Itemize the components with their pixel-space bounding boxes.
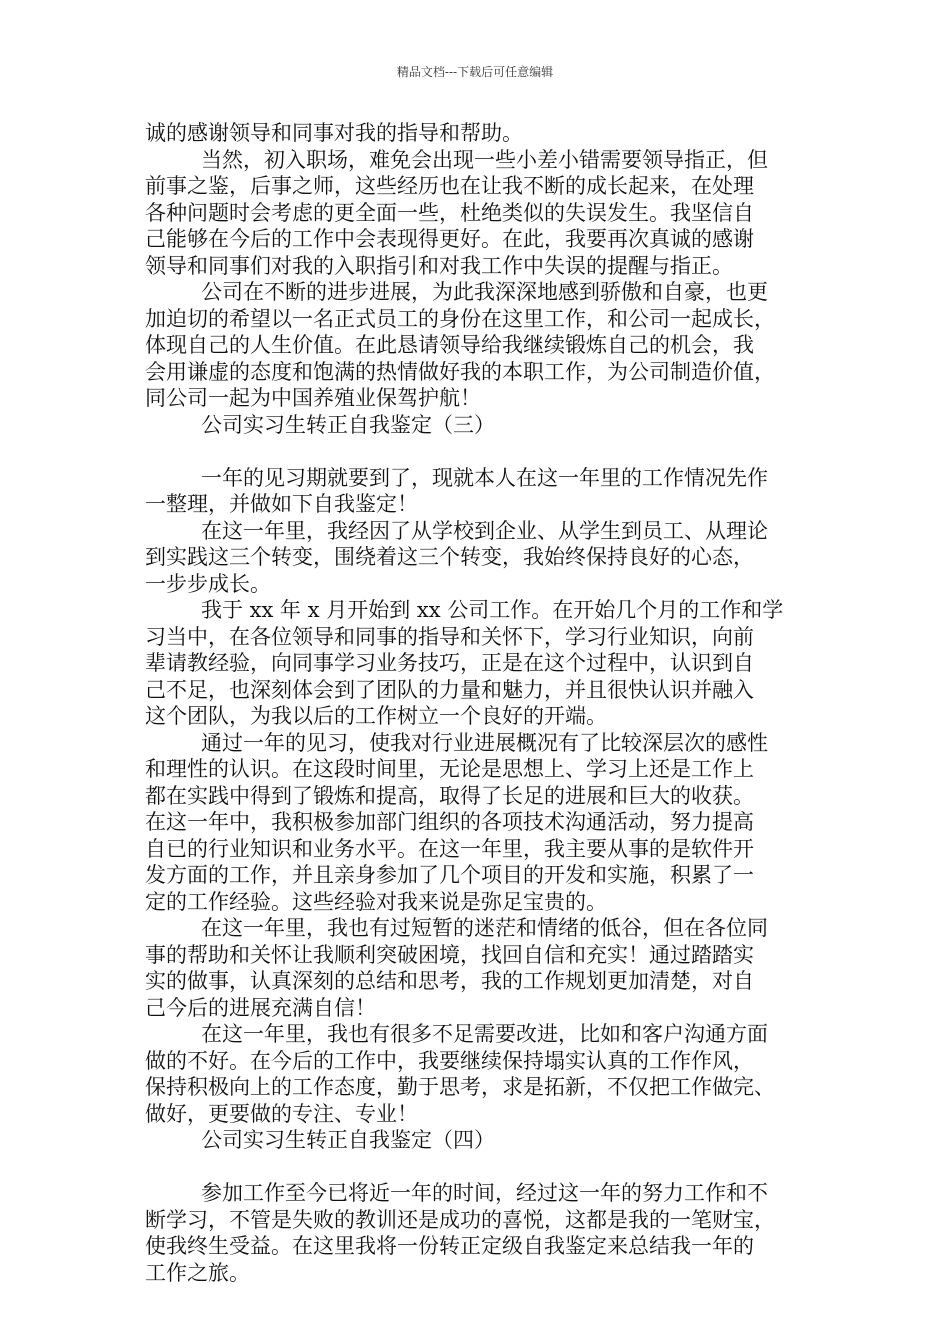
text-line: 事的帮助和关怀让我顺利突破困境，找回自信和充实！通过踏踏实 [145, 942, 754, 967]
text-line: 一步步成长。 [145, 571, 271, 596]
text-line: 自已的行业知识和业务水平。在这一年里，我主要从事的是软件开 [145, 836, 754, 861]
text-line: 前事之鉴，后事之师，这些经历也在让我不断的成长起来，在处理 [145, 174, 754, 198]
paragraph-start-line: 在这一年里，我也有过短暂的迷茫和情绪的低谷，但在各位同 [201, 916, 768, 940]
paragraph-start-line: 我于 xx 年 x 月开始到 xx 公司工作。在开始几个月的工作和学 [201, 598, 784, 622]
paragraph-start-line: 通过一年的见习，使我对行业进展概况有了比较深层次的感性 [201, 730, 768, 755]
paragraph-start-line: 公司在不断的进步进展，为此我深深地感到骄傲和自豪，也更 [201, 280, 768, 304]
text-line: 辈请教经验，向同事学习业务技巧，正是在这个过程中，认识到自 [145, 651, 754, 675]
paragraph-start-line: 公司实习生转正自我鉴定（四） [201, 1128, 495, 1152]
blank-line [145, 438, 825, 465]
text-line: 己能够在今后的工作中会表现得更好。在此，我要再次真诚的感谢 [145, 227, 754, 251]
text-line: 保持积极向上的工作态度，勤于思考，求是拓新，不仅把工作做完、 [145, 1075, 775, 1099]
text-line: 一整理，并做如下自我鉴定！ [145, 492, 418, 516]
paragraph-start-line: 在这一年里，我经因了从学校到企业、从学生到员工、从理论 [201, 518, 768, 543]
text-line: 领导和同事们对我的入职指引和对我工作中失误的提醒与指正。 [145, 253, 733, 278]
text-line: 做好，更要做的专注、专业！ [145, 1101, 418, 1126]
text-line: 都在实践中得到了锻炼和提高，取得了长足的进展和巨大的收获。 [145, 783, 754, 808]
page-header: 精品文档---下载后可任意编辑 [396, 65, 554, 79]
text-line: 诚的感谢领导和同事对我的指导和帮助。 [145, 121, 523, 145]
paragraph-start-line: 一年的见习期就要到了，现就本人在这一年里的工作情况先作 [201, 465, 768, 490]
text-line: 在这一年中，我积极参加部门组织的各项技术沟通活动，努力提高 [145, 810, 754, 834]
text-line: 使我终生受益。在这里我将一份转正定级自我鉴定来总结我一年的 [145, 1234, 754, 1258]
text-line: 加迫切的希望以一名正式员工的身份在这里工作，和公司一起成长， [145, 306, 775, 331]
text-line: 断学习，不管是失败的教训还是成功的喜悦，这都是我的一笔财宝， [145, 1207, 775, 1232]
text-line: 定的工作经验。这些经验对我来说是弥足宝贵的。 [145, 889, 607, 914]
paragraph-start-line: 当然，初入职场，难免会出现一些小差小错需要领导指正，但 [201, 147, 768, 172]
text-line: 己不足，也深刻体会到了团队的力量和魅力，并且很快认识并融入 [145, 677, 754, 702]
text-line: 做的不好。在今后的工作中，我要继续保持塌实认真的工作作风， [145, 1048, 754, 1073]
text-line: 同公司一起为中国养殖业保驾护航！ [145, 386, 481, 410]
text-line: 会用谦虚的态度和饱满的热情做好我的本职工作，为公司制造价值， [145, 359, 775, 384]
text-line: 和理性的认识。在这段时间里，无论是思想上、学习上还是工作上 [145, 757, 754, 781]
paragraph-start-line: 在这一年里，我也有很多不足需要改进，比如和客户沟通方面 [201, 1022, 768, 1046]
text-line: 各种问题时会考虑的更全面一些，杜绝类似的失误发生。我坚信自 [145, 200, 754, 225]
text-line: 习当中，在各位领导和同事的指导和关怀下，学习行业知识，向前 [145, 624, 754, 649]
paragraph-start-line: 参加工作至今已将近一年的时间，经过这一年的努力工作和不 [201, 1181, 768, 1205]
text-line: 体现自己的人生价值。在此恳请领导给我继续锻炼自己的机会，我 [145, 333, 754, 357]
blank-line [145, 1154, 825, 1181]
text-line: 到实践这三个转变，围绕着这三个转变，我始终保持良好的心态， [145, 545, 754, 569]
text-line: 发方面的工作，并且亲身参加了几个项目的开发和实施，积累了一 [145, 863, 754, 887]
paragraph-start-line: 公司实习生转正自我鉴定（三） [201, 412, 495, 437]
text-line: 实的做事，认真深刻的总结和思考，我的工作规划更加清楚，对自 [145, 969, 754, 993]
text-line: 这个团队，为我以后的工作树立一个良好的开端。 [145, 704, 607, 728]
document-body [145, 120, 825, 1286]
text-line: 己今后的进展充满自信！ [145, 995, 376, 1020]
text-line: 工作之旅。 [145, 1260, 250, 1285]
